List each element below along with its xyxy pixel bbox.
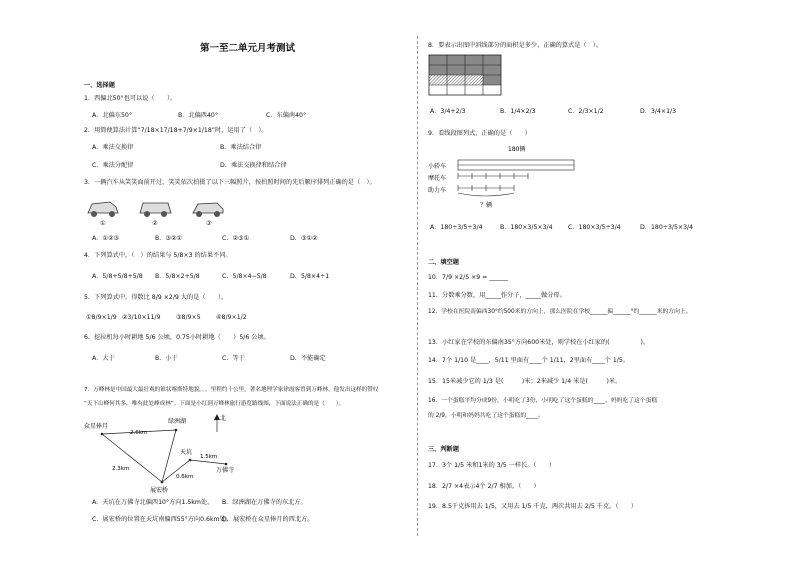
map-place-zhanhongqiao: 展宏桥 xyxy=(150,487,169,494)
question-3: 3．一辆汽车从笑笑面前开过，笑笑依次拍摄了以下三幅照片，按拍照时间的先后顺序排列正确的是（ ）。 xyxy=(84,179,376,186)
q6-option-d: D．不能确定 xyxy=(290,355,326,362)
q4-option-d: D．5/8×4÷1 xyxy=(290,273,330,280)
map-place-wanfosi: 万佛寺 xyxy=(216,467,235,474)
q7-option-c: C．展宏桥的位置在天坑南偏西55°方向0.6km处。 xyxy=(92,516,232,523)
column-divider xyxy=(417,36,418,536)
q7-option-a: A．天坑在万佛寺北偏西10°方向1.5km处。 xyxy=(92,499,214,506)
q3-label-1: ① xyxy=(100,220,106,227)
question-6: 6．挖拉机每小时耕地 5/6 公顷，0.75小时耕地（ ）5/6 公顷。 xyxy=(84,334,270,341)
question-16: 16．一个蛋糕平均分成9份，小明吃了3份，小明吃了这个蛋糕的____，妈妈吃了这个蛋糕 xyxy=(428,398,658,404)
question-18: 18．2/7 ×4表示4个 2/7 相加。（ ） xyxy=(428,483,540,490)
question-7-cont: “天下山峰何其多，唯有此处峰成林”。下面是小红到万峰林旅行游览路线图，下面说法正确的是（ ）。 xyxy=(84,401,345,407)
q4-option-a: A．5/8+5/8+5/8 xyxy=(92,273,143,280)
map-distance-23: 2.3km xyxy=(112,466,130,472)
section-judge-heading: 三、判断题 xyxy=(428,446,459,453)
q4-option-c: C．5/8×4−5/8 xyxy=(222,273,267,280)
q9-option-a: A．180÷3/5÷3/4 xyxy=(430,224,483,231)
section-fill-heading: 二、填空题 xyxy=(428,259,459,266)
q3-option-b: B．③②① xyxy=(155,235,183,242)
q9-option-c: C．180×3/5÷3/4 xyxy=(568,224,621,231)
q9-segment-diagram xyxy=(428,143,588,211)
q6-option-b: B．小于 xyxy=(155,355,178,362)
q2-option-a: A．乘法交换律 xyxy=(92,144,134,151)
q6-option-c: C．等于 xyxy=(222,355,245,362)
question-9: 9．看线段图列式，正确的是（ ） xyxy=(428,130,531,137)
question-12: 12．学校在医院南偏西30°约500米的方向上，那么医院在学校______偏______°约______米的方向上。 xyxy=(428,309,692,315)
q2-option-b: B．乘法结合律 xyxy=(220,144,262,151)
map-place-lvzhouhu: 绿洲湖 xyxy=(168,418,187,425)
q8-shaded-grid xyxy=(428,54,506,98)
q1-option-a: A．北偏东50° xyxy=(92,112,132,119)
q9-row-label-car: 小轿车 xyxy=(428,163,447,170)
question-14: 14．7个 1/10 是____，5/11 里面有____个 1/11，2里面有____个 1/5。 xyxy=(428,357,629,364)
q8-option-a: A．3/4+2/3 xyxy=(430,108,466,115)
q9-row-label-motorcycle: 摩托车 xyxy=(428,175,447,182)
q1-option-c: C．东偏南40° xyxy=(266,112,307,119)
q9-option-b: B．180×3/5×3/4 xyxy=(500,224,553,231)
map-place-zhongxingpengyue: 众星捧月 xyxy=(84,423,109,430)
page-title: 第一至二单元月考测试 xyxy=(200,43,296,54)
question-17: 17．3个 1/5 米和1米的 3/5 一样长。（ ） xyxy=(428,462,556,469)
q5-option-1: ①8/9×1/9 xyxy=(86,314,117,321)
map-distance-06: 0.6km xyxy=(176,474,194,480)
question-8: 8．要表示出图中斜线部分的面积是多少，正确的算式是（ ）。 xyxy=(428,42,603,49)
q1-option-b: B．北偏西40° xyxy=(178,112,218,119)
q8-option-d: D．3/4×1/3 xyxy=(640,108,677,115)
north-label: 北 xyxy=(220,415,227,422)
q7-option-d: D．展宏桥在众星捧月的西北方。 xyxy=(222,516,314,523)
q8-option-c: C．2/3×1/2 xyxy=(568,108,604,115)
q3-label-3: ③ xyxy=(206,220,212,227)
q2-option-c: C．乘法分配律 xyxy=(92,162,134,169)
q9-option-d: D．180÷3/5×3/4 xyxy=(640,224,694,231)
q7-option-b: B．绿洲湖在万佛寺的东北方。 xyxy=(222,499,307,506)
q2-option-d: D．乘法交换律和结合律 xyxy=(220,162,287,169)
question-5: 5．下列算式中，得数比 8/9 ×2/9 大的是（ ）。 xyxy=(84,294,228,301)
question-16-cont: 的 2/9，小明和妈妈共吃了这个蛋糕的____。 xyxy=(428,413,544,419)
section-choice-heading: 一、选择题 xyxy=(84,82,115,89)
question-13: 13．小红家在学校的东偏南35°方向600米处，则学校在小红家的( )。 xyxy=(428,339,650,346)
q9-total-label: 180辆 xyxy=(508,146,526,153)
q4-option-b: B．5/8×2+5/8 xyxy=(155,273,200,280)
question-15: 15．15米减少它的 1/3 是( )米；2米减少 1/4 米是( )米。 xyxy=(428,378,622,385)
question-19: 19．8.5千克拆用去 1/5，又用去 1/5 千克，两次共用去 2/5 千克。（ ） xyxy=(428,503,638,510)
q9-unknown-label: ？辆 xyxy=(480,202,493,209)
question-10: 10．7/9 ×2/5 ×9 = ______ xyxy=(428,274,508,281)
q3-option-d: D．③①② xyxy=(290,235,318,242)
map-place-tiankeng: 天坑 xyxy=(180,449,193,456)
q6-option-a: A．大于 xyxy=(92,355,115,362)
q5-option-4: ④8/9×1/2 xyxy=(216,314,247,321)
car-photo-1 xyxy=(88,202,118,217)
question-4: 4．下列算式中，（ ）的结果与 5/8×3 的结果不同。 xyxy=(84,252,232,259)
question-2: 2．用简便算法计算“7/18×17/18+7/9×1/18”时，运用了（ ）。 xyxy=(84,127,268,134)
q5-option-2: ②3/10×11/9 xyxy=(122,314,161,321)
q8-option-b: B．1/4×2/3 xyxy=(500,108,536,115)
map-distance-15: 1.5km xyxy=(200,454,218,460)
car-photo-2 xyxy=(140,203,171,217)
question-7: 7．万峰林是中国最大最壮观的锥状喀斯特地貌。。。里程约十公里，著名地理学家徐霞客曾到万峰林，他发出这样的赞叹 xyxy=(84,387,379,393)
q9-row-label-moped: 助力车 xyxy=(428,187,447,194)
q7-route-map xyxy=(84,412,284,497)
map-distance-26: 2.6km xyxy=(130,430,148,436)
car-photo-3 xyxy=(193,203,223,217)
question-1: 1．西偏北50°也可以说（ ）。 xyxy=(84,95,177,102)
q3-option-a: A．①②③ xyxy=(92,235,120,242)
q3-option-c: C．②③① xyxy=(222,235,250,242)
q5-option-3: ③8/9×5 xyxy=(176,314,201,321)
q3-car-photos xyxy=(86,195,236,227)
question-11: 11．分数乘分数，用_____作分子，_____做分母。 xyxy=(428,292,566,299)
q3-label-2: ② xyxy=(152,220,158,227)
